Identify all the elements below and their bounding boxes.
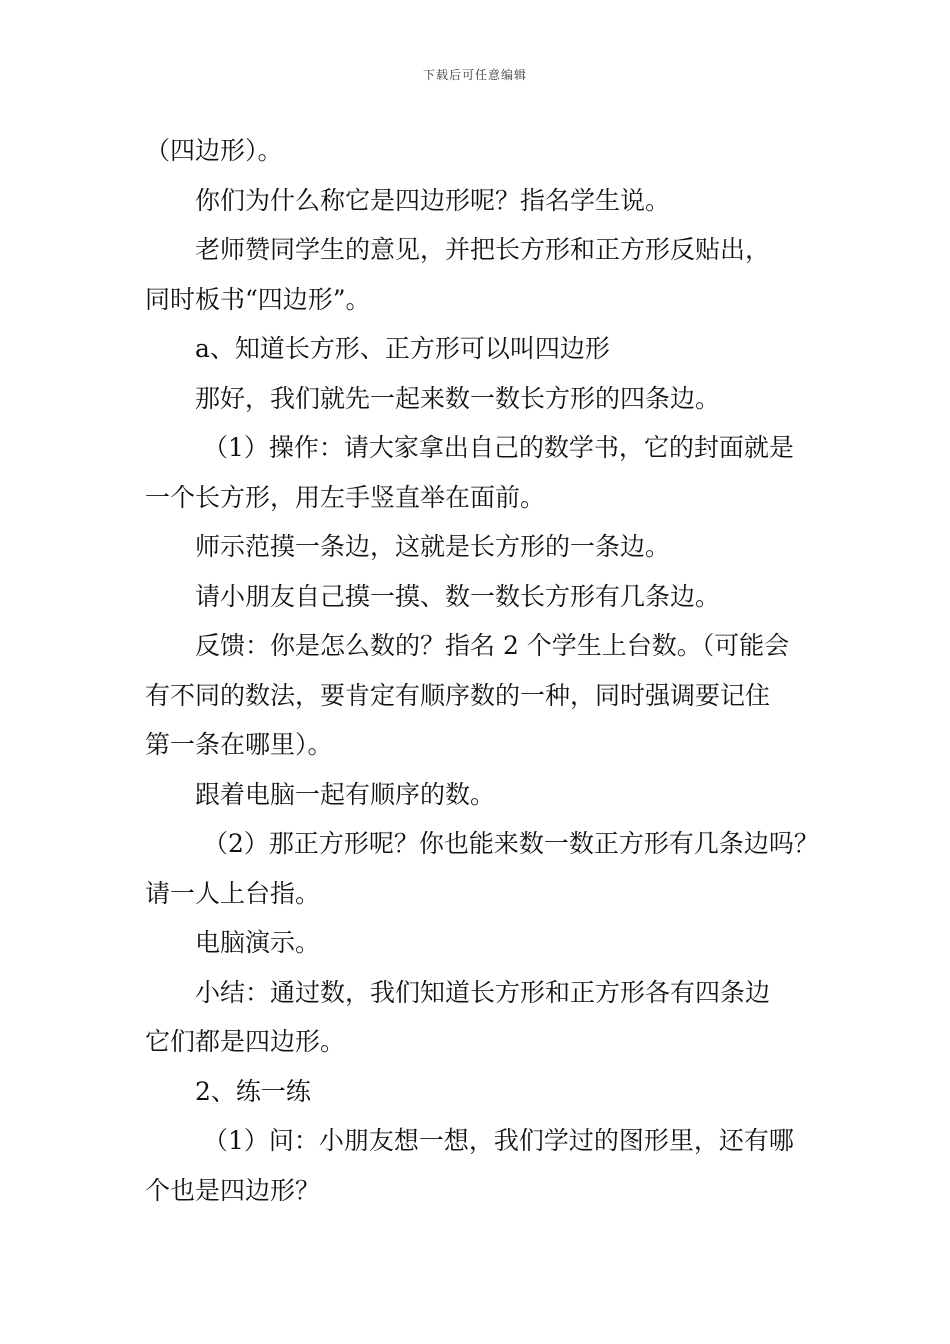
- paragraph-line: 2、练一练: [195, 1076, 311, 1106]
- paragraph-line: 电脑演示。: [195, 928, 321, 957]
- paragraph-line: 那好，我们就先一起来数一数长方形的四条边。: [195, 383, 721, 413]
- paragraph-line: 小结：通过数，我们知道长方形和正方形各有四条边: [195, 977, 771, 1007]
- page-header: 下载后可任意编辑: [422, 68, 527, 82]
- paragraph-line: 第一条在哪里）。: [145, 730, 333, 759]
- paragraph-line: 师示范摸一条边，这就是长方形的一条边。: [195, 532, 671, 561]
- paragraph-line: 它们都是四边形。: [145, 1027, 346, 1056]
- paragraph-line: 反馈：你是怎么数的？指名 2 个学生上台数。（可能会: [195, 631, 790, 660]
- paragraph-line: 同时板书“四边形”。: [145, 284, 371, 314]
- paragraph-line: （1）问：小朋友想一想，我们学过的图形里，还有哪: [203, 1126, 794, 1155]
- paragraph-line: 老师赞同学生的意见，并把长方形和正方形反贴出，: [195, 235, 771, 264]
- paragraph-line: 你们为什么称它是四边形呢？指名学生说。: [195, 185, 671, 215]
- paragraph-line: （2）那正方形呢？你也能来数一数正方形有几条边吗？: [203, 829, 819, 858]
- paragraph-line: 有不同的数法，要肯定有顺序数的一种，同时强调要记住: [145, 680, 771, 710]
- paragraph-line: 个也是四边形？: [145, 1175, 321, 1205]
- paragraph-line: 请一人上台指。: [145, 878, 321, 908]
- paragraph-line: 请小朋友自己摸一摸、数一数长方形有几条边。: [195, 581, 721, 611]
- paragraph-line: （1）操作：请大家拿出自己的数学书，它的封面就是: [203, 433, 794, 462]
- paragraph-line: 跟着电脑一起有顺序的数。: [195, 779, 496, 809]
- document-body: [145, 126, 819, 1215]
- paragraph-line: a、知道长方形、正方形可以叫四边形: [195, 334, 610, 363]
- paragraph-line: 一个长方形，用左手竖直举在面前。: [145, 482, 546, 512]
- paragraph-line: （四边形）。: [145, 136, 283, 165]
